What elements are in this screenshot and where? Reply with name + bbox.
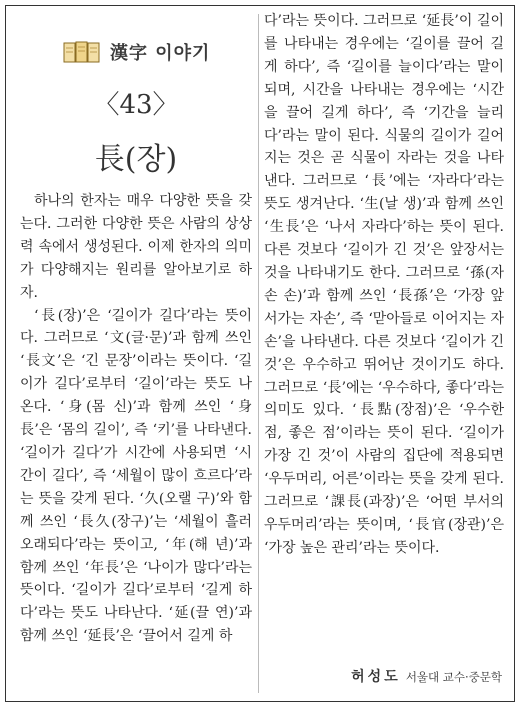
right-body-text: [264, 10, 504, 560]
column-header: [20, 36, 252, 66]
article-number: 〈43〉: [93, 90, 179, 120]
column-divider: [258, 14, 259, 693]
left-body-text: [20, 190, 252, 648]
paragraph-continued: 다’라는 뜻이다. 그러므로 ‘延長’이 길이를 나타내는 경우에는 ‘길이를 끌어 길게 하다’, 즉 ‘길이를 늘이다’라는 말이 되며, 시간을 나타내는 경우에는 ‘시간을 끌어 길게 하다’, 즉 ‘기간을 늘리다’라는 말이 된다. 식물의 길이가 길어지는 것은 곧 식물이 자라는 것을 나타낸다. 그러므로 ‘長’에는 ‘자라다’라는 뜻도 생겨난다. ‘生(날 생)’과 함께 쓰인 ‘生長’은 ‘나서 자라다’하는 뜻이 된다. 다른 것보다 ‘길이가 긴 것’은 앞장서는 것을 나타내기도 한다. 그러므로 ‘孫(자손 손)’과 함께 쓰인 ‘長孫’은 ‘가장 앞서가는 자손’, 즉 ‘맏아들로 이어지는 자손’을 나타낸다. 다른 것보다 ‘길이가 긴 것’은 우수하고 뛰어난 것이기도 하다. 그러므로 ‘長’에는 ‘우수하다, 좋다’라는 의미도 있다. ‘長點(장점)’은 ‘우수한 점, 좋은 점’이라는 뜻이 된다. ‘길이가 가장 긴 것’이 사람의 집단에 적용되면 ‘우두머리, 어른’이라는 뜻을 갖게 된다. 그러므로 ‘課長(과장)’은 ‘어떤 부서의 우두머리’라는 뜻이며, ‘長官(장관)’은 ‘가장 높은 관리’라는 뜻이다.: [264, 13, 504, 556]
section-title: 漢字 이야기: [110, 43, 211, 64]
author-name: 허성도: [351, 669, 401, 685]
paragraph: 하나의 한자는 매우 다양한 뜻을 갖는다. 그러한 다양한 뜻은 사람의 상상력 속에서 생성된다. 이제 한자의 의미가 다양해지는 원리를 알아보기로 하자.: [20, 193, 252, 301]
article-box: [5, 5, 515, 702]
books-icon: [62, 40, 102, 64]
paragraph: ‘長(장)’은 ‘길이가 길다’라는 뜻이다. 그러므로 ‘文(글·문)’과 함께 쓰인 ‘長文’은 ‘긴 문장’이라는 뜻이다. ‘길이가 길다’로부터 ‘길이’라는 뜻도 나온다. ‘身(몸 신)’과 함께 쓰인 ‘身長’은 ‘몸의 길이’, 즉 ‘키’를 나타낸다. ‘길이가 길다’가 시간에 사용되면 ‘시간이 길다’, 즉 ‘세월이 많이 흐르다’라는 뜻을 갖게 된다. ‘久(오랠 구)’와 함께 쓰인 ‘長久(장구)’는 ‘세월이 흘러 오래되다’라는 뜻이고, ‘年(해 년)’과 함께 쓰인 ‘年長’은 ‘나이가 많다’라는 뜻이다. ‘길이가 길다’로부터 ‘길게 하다’라는 뜻도 나타난다. ‘延(끌 연)’과 함께 쓰인 ‘延長’은 ‘끌어서 길게 하: [20, 307, 252, 645]
article-title: 長(장): [94, 142, 178, 177]
author-affiliation: 서울대 교수·중문학: [405, 670, 502, 684]
byline: [351, 666, 502, 686]
